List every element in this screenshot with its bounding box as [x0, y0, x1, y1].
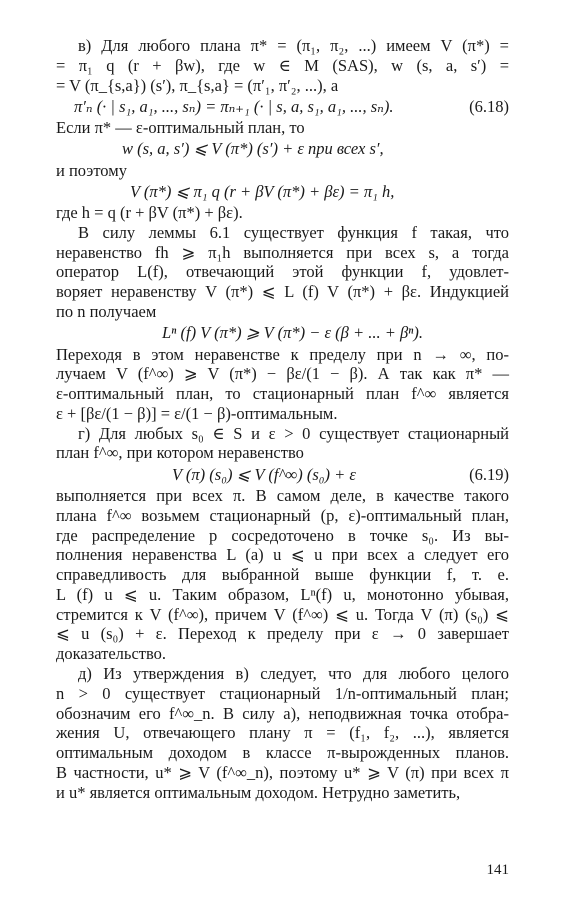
text-line: по n получаем — [56, 302, 157, 322]
text-line: где h = q (r + βV (π*) + βε). — [56, 203, 243, 223]
equation-number: (6.19) — [469, 464, 509, 484]
text-line: L (f) u ⩽ u. Таким образом, Lⁿ(f) u, монотонно убывая, — [56, 584, 509, 604]
text-line: оператор L(f), отвечающий этой функции f, удовлет- — [56, 262, 509, 282]
equation: V (π*) ⩽ π₁ q (r + βV (π*) + βε) = π₁ h, — [130, 181, 395, 201]
text-line: и поэтому — [56, 160, 127, 180]
equation: V (π) (s₀) ⩽ V (f^∞) (s₀) + ε — [172, 464, 356, 484]
text-line: = V (π_{s,a}) (s′), π_{s,a} = (π′₁, π′₂, ...), а — [56, 75, 339, 95]
text-line: и u* является оптимальным доходом. Нетрудно заметить, — [56, 782, 461, 802]
text-line: ε + [βε/(1 − β)] = ε/(1 − β)-оптимальным. — [56, 403, 338, 423]
text-line: оптимальным доходом в классе π-вырожденных планов. — [56, 743, 509, 763]
text-line: ε-оптимальный план, то стационарный план f^∞ является — [56, 384, 509, 404]
text-line: жения U, отвечающего плану π = (f₁, f₂, ...), является — [56, 723, 509, 743]
text-line: справедливость для выбранной выше функции f, т. е. — [56, 565, 509, 585]
text-line: n > 0 существует стационарный 1/n-оптимальный план; — [56, 683, 509, 703]
text-line: г) Для любых s₀ ∈ S и ε > 0 существует стационарный — [78, 423, 509, 443]
text-line: доказательство. — [56, 644, 167, 664]
text-line: обозначим его f^∞_n. В силу а), неподвижная точка отобра- — [56, 703, 509, 723]
text-line: стремится к V (f^∞), причем V (f^∞) ⩽ u. Тогда V (π) (s₀) ⩽ — [56, 604, 509, 624]
text-line: план f^∞, при котором неравенство — [56, 443, 304, 463]
equation: w (s, a, s′) ⩽ V (π*) (s′) + ε при всех s′, — [122, 139, 384, 159]
page-number: 141 — [486, 862, 509, 878]
text-line: ⩽ u (s₀) + ε. Переход к пределу при ε → 0 завершает — [56, 624, 509, 644]
text-line: выполняется при всех π. В самом деле, в качестве такого — [56, 485, 509, 505]
text-line: д) Из утверждения в) следует, что для любого целого — [78, 663, 509, 683]
equation-number: (6.18) — [469, 96, 509, 116]
text-line: плана f^∞ возьмем стационарный (p, ε)-оптимальный план, — [56, 505, 509, 525]
equation: π′ₙ (· | s₁, a₁, ..., sₙ) = πₙ₊₁ (· | s, a, s₁, a₁, ..., sₙ). — [74, 96, 394, 116]
text-line: = π₁ q (r + βw), где w ∈ M (SAS), w (s, a, s′) = — [56, 55, 509, 75]
text-line: в) Для любого плана π* = (π₁, π₂, ...) имеем V (π*) = — [78, 36, 509, 55]
equation: Lⁿ (f) V (π*) ⩾ V (π*) − ε (β + ... + βⁿ). — [162, 323, 423, 343]
text-line: воряет неравенству V (π*) ⩽ L (f) V (π*) + βε. Индукцией — [56, 282, 509, 302]
text-line: В силу леммы 6.1 существует функция f такая, что — [78, 222, 509, 242]
text-line: полнения неравенства L (a) u ⩽ u при всех a следует его — [56, 545, 509, 565]
text-line: неравенство fh ⩾ π₁h выполняется при всех s, а тогда — [56, 242, 509, 262]
text-line: Переходя в этом неравенстве к пределу при n → ∞, по- — [56, 344, 509, 364]
text-line: В частности, u* ⩾ V (f^∞_n), поэтому u* ⩾ V (π) при всех π — [56, 762, 509, 782]
text-line: Если π* — ε-оптимальный план, то — [56, 118, 305, 138]
text-line: лучаем V (f^∞) ⩾ V (π*) − βε/(1 − β). А так как π* — — [56, 364, 509, 384]
text-line: где распределение p сосредоточено в точке s₀. Из вы- — [56, 525, 509, 545]
